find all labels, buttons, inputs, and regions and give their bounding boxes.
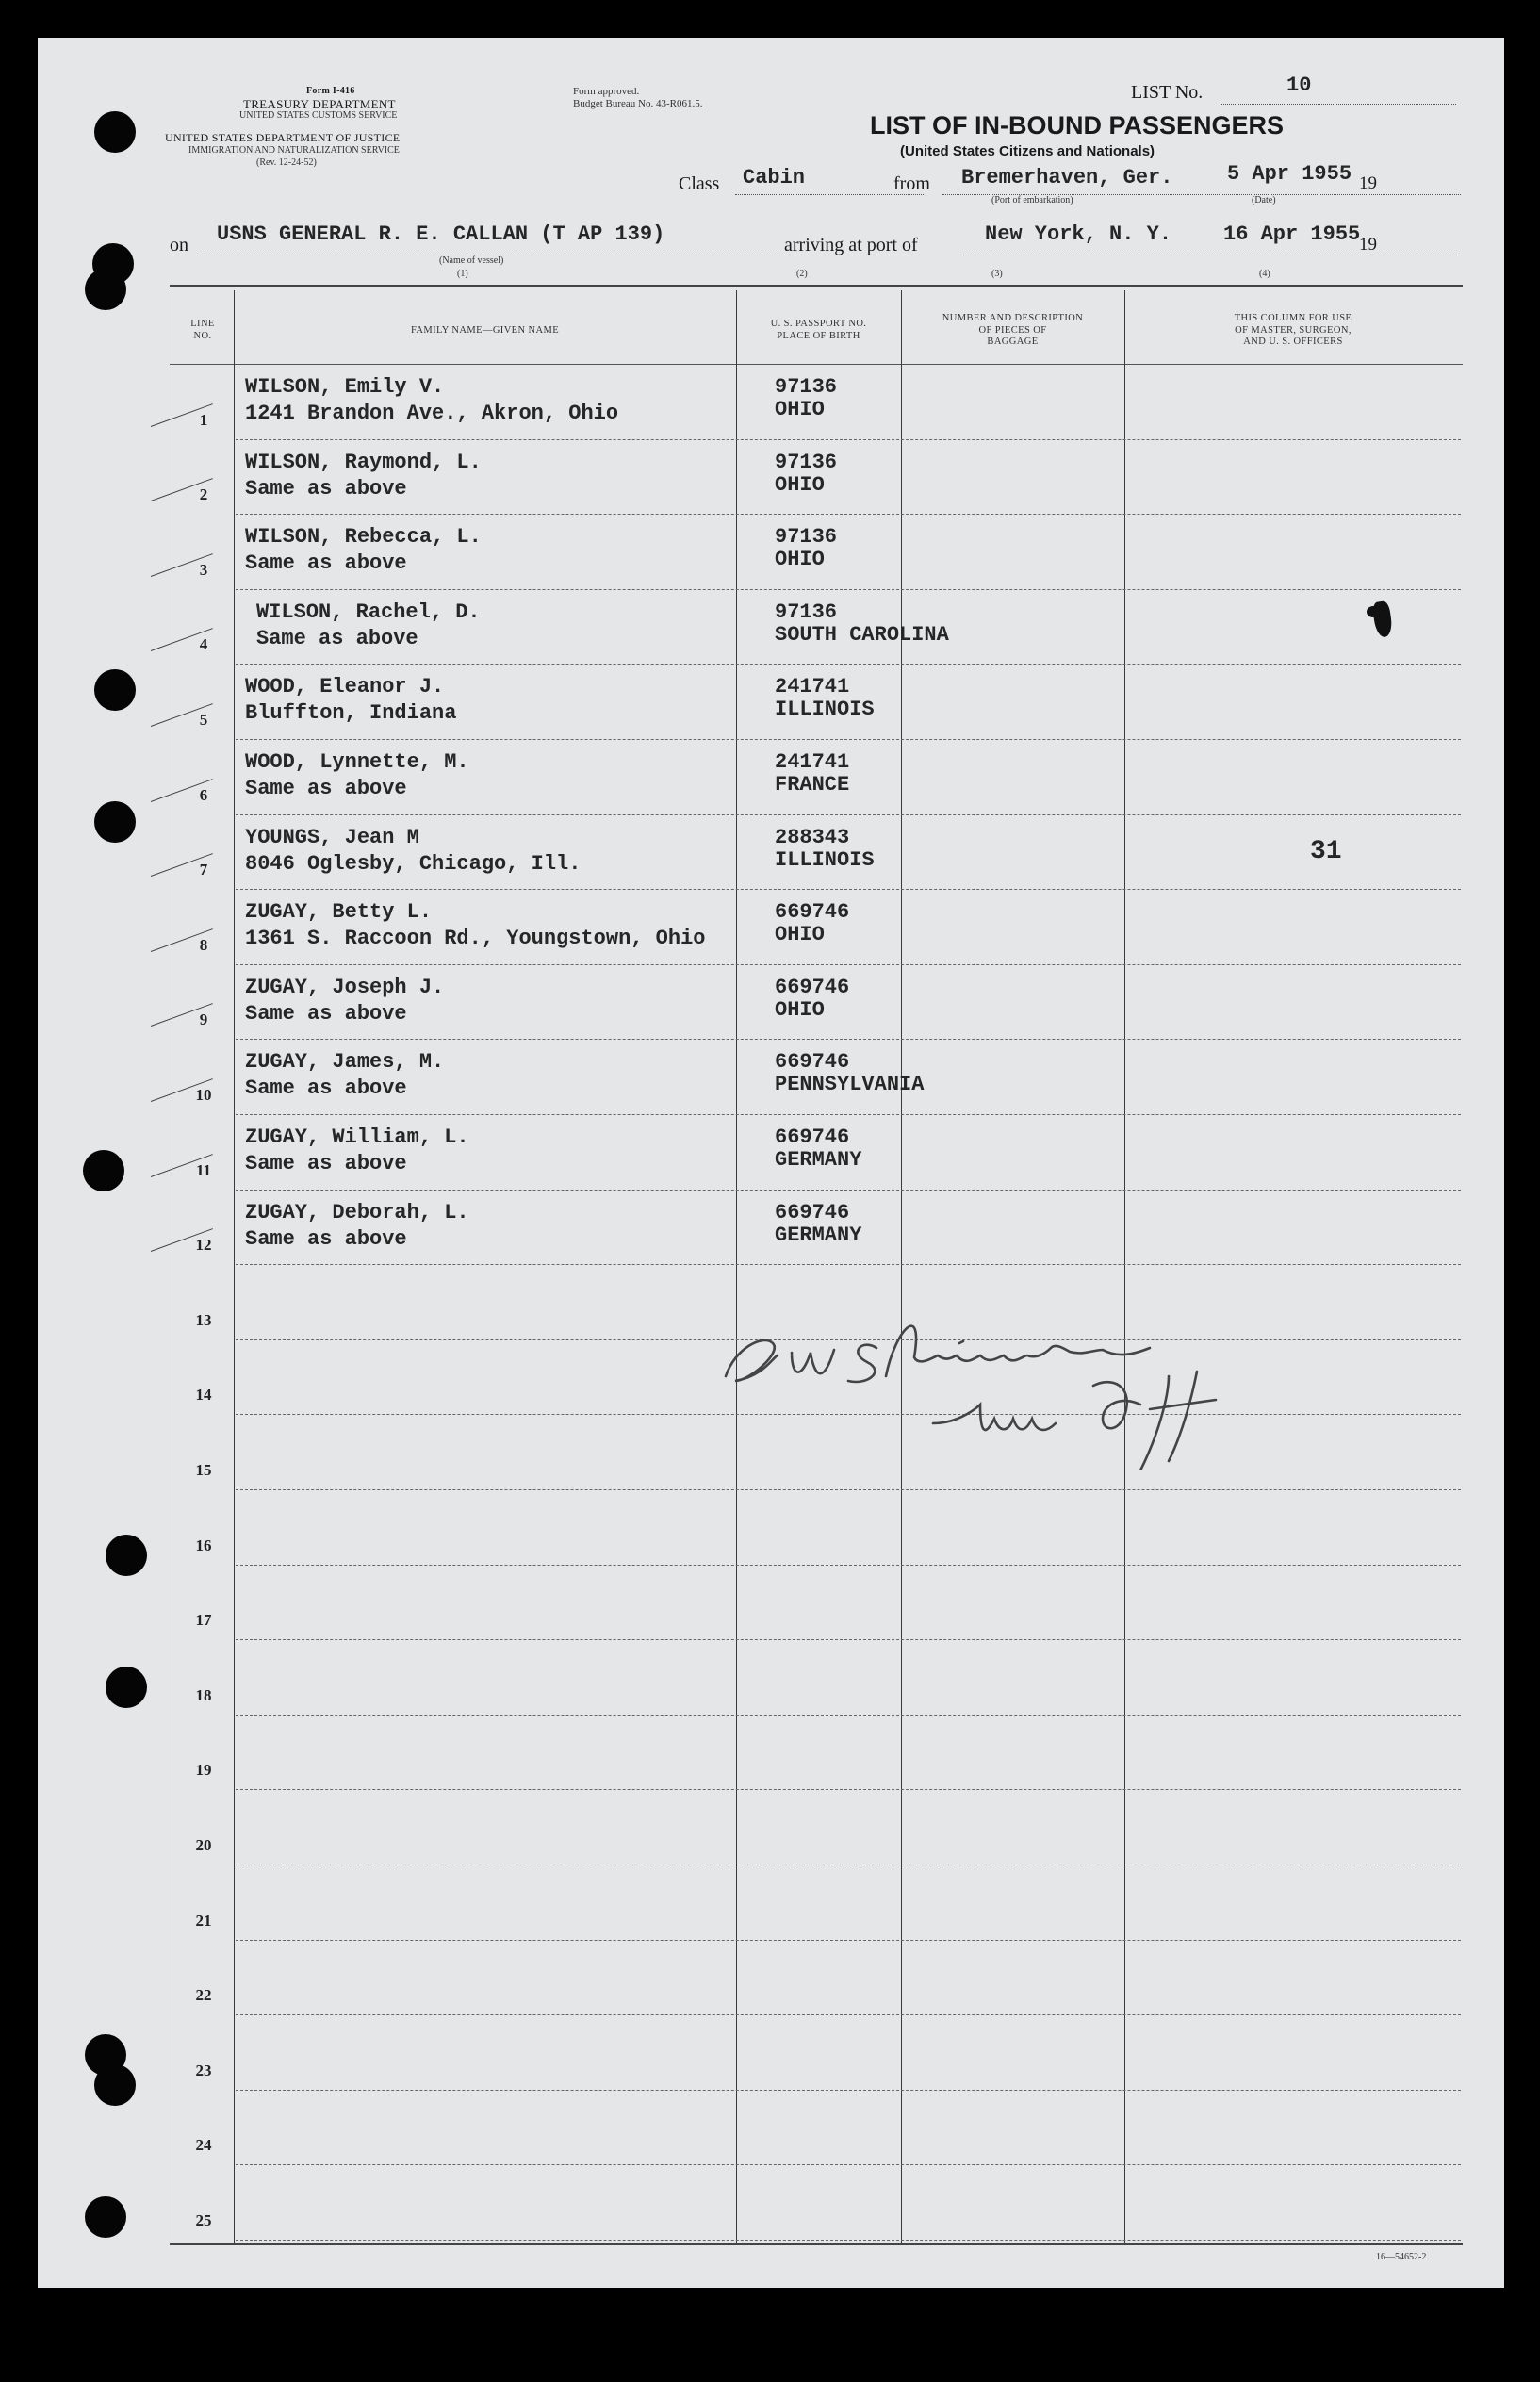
passenger-address: 1241 Brandon Ave., Akron, Ohio [245, 402, 619, 425]
table-bottom-border [170, 2243, 1463, 2245]
officer-signature [697, 1244, 1357, 1470]
arrival-date-suffix: 19 [1359, 235, 1377, 255]
manifest-sheet [38, 38, 1504, 2288]
form-approved: Form approved. [573, 86, 640, 97]
header-officers [1124, 313, 1462, 349]
header-officers-3: AND U. S. OFFICERS [1243, 337, 1343, 348]
row-separator [236, 1039, 1461, 1040]
passport-number: 241741 [775, 675, 850, 699]
caption-1: (1) [457, 269, 468, 279]
passenger-name: WOOD, Eleanor J. [245, 675, 445, 699]
line-number: 14 [195, 1386, 212, 1405]
passport-number: 97136 [775, 375, 838, 399]
place-of-birth: ILLINOIS [775, 847, 875, 872]
header-name: FAMILY NAME—GIVEN NAME [410, 325, 560, 336]
line-number: 9 [199, 1010, 208, 1029]
line-number: 8 [199, 935, 208, 954]
punch-hole [106, 1535, 147, 1576]
header-line-no-2: NO. [193, 330, 212, 341]
row-separator [236, 889, 1461, 890]
list-no-underline [1221, 104, 1456, 105]
embarkation-port: Bremerhaven, Ger. [961, 166, 1173, 189]
passenger-address: Same as above [245, 476, 407, 501]
row-separator [236, 1715, 1461, 1716]
row-separator [236, 2164, 1461, 2165]
punch-hole [83, 1150, 124, 1191]
arrival-date: 16 Apr 1955 [1223, 222, 1361, 246]
ink-blot-small [1367, 606, 1380, 617]
passport-number: 669746 [775, 1050, 850, 1075]
class-underline [735, 194, 924, 195]
line-number: 25 [195, 2211, 212, 2229]
row-separator [236, 814, 1461, 815]
header-baggage-2: OF PIECES OF [978, 324, 1047, 336]
row-separator [236, 1639, 1461, 1640]
line-number: 11 [195, 1160, 212, 1179]
passenger-name: WILSON, Raymond, L. [245, 450, 482, 474]
passport-number: 97136 [775, 450, 838, 474]
form-number: Form I-416 [306, 86, 355, 96]
row-separator [236, 2240, 1461, 2241]
line-number: 19 [195, 1761, 212, 1780]
passenger-name: ZUGAY, William, L. [245, 1125, 469, 1149]
header-officers-2: OF MASTER, SURGEON, [1235, 324, 1352, 336]
from-label: from [893, 173, 930, 194]
line-number: 5 [199, 711, 208, 729]
row-separator [236, 2014, 1461, 2015]
passport-number: 288343 [775, 825, 850, 849]
line-number: 6 [199, 785, 208, 804]
line-number: 15 [195, 1461, 212, 1479]
line-number: 17 [195, 1611, 212, 1630]
place-of-birth: PENNSYLVANIA [775, 1073, 925, 1097]
punch-hole [106, 1667, 147, 1708]
passport-number: 97136 [775, 525, 838, 550]
embarkation-caption: (Port of embarkation) [991, 195, 1073, 205]
form-revision: (Rev. 12-24-52) [256, 157, 317, 168]
passenger-name: YOUNGS, Jean M [245, 825, 419, 849]
caption-4: (4) [1259, 269, 1270, 279]
line-number: 7 [199, 861, 208, 879]
page-subtitle: (United States Citizens and Nationals) [900, 143, 1155, 159]
punch-hole [85, 269, 126, 310]
row-separator [236, 964, 1461, 965]
row-separator [236, 439, 1461, 440]
page-title: LIST OF IN-BOUND PASSENGERS [870, 111, 1285, 140]
header-passport [736, 319, 901, 342]
line-number: 3 [199, 560, 208, 579]
passenger-address: Same as above [245, 1076, 407, 1101]
departure-date: 5 Apr 1955 [1227, 162, 1352, 186]
row-separator [236, 1489, 1461, 1490]
row-separator [236, 1190, 1461, 1191]
passenger-address: Same as above [245, 551, 407, 576]
passenger-name: ZUGAY, Betty L. [245, 900, 433, 925]
place-of-birth: SOUTH CAROLINA [775, 622, 949, 647]
place-of-birth: OHIO [775, 548, 825, 572]
justice-dept: UNITED STATES DEPARTMENT OF JUSTICE [165, 131, 401, 144]
caption-2: (2) [796, 269, 808, 279]
line-number: 22 [195, 1986, 212, 2005]
line-number: 18 [195, 1685, 212, 1704]
passport-number: 669746 [775, 1125, 850, 1149]
place-of-birth: ILLINOIS [775, 698, 875, 722]
arriving-label: arriving at port of [784, 235, 918, 255]
header-line-no-1: LINE [190, 319, 215, 329]
list-no-value: 10 [1286, 74, 1312, 97]
passenger-address: 1361 S. Raccoon Rd., Youngstown, Ohio [245, 927, 706, 951]
departure-date-caption: (Date) [1252, 195, 1276, 205]
list-no-label: LIST No. [1131, 82, 1204, 103]
header-baggage [901, 313, 1124, 349]
line-number: 20 [195, 1836, 212, 1854]
passenger-name: WILSON, Emily V. [245, 375, 445, 399]
place-of-birth: OHIO [775, 997, 825, 1022]
line-number: 2 [199, 485, 208, 504]
passenger-name: WILSON, Rachel, D. [256, 600, 481, 624]
line-number: 10 [195, 1086, 212, 1104]
place-of-birth: GERMANY [775, 1148, 862, 1172]
departure-date-suffix: 19 [1359, 173, 1377, 193]
table-top-border [170, 285, 1463, 287]
passport-number: 97136 [775, 600, 838, 624]
passenger-address: Same as above [245, 1001, 407, 1026]
line-number: 13 [195, 1310, 212, 1329]
treasury-dept: TREASURY DEPARTMENT [243, 97, 396, 111]
place-of-birth: OHIO [775, 923, 825, 947]
passenger-address: Same as above [245, 777, 407, 800]
header-baggage-1: NUMBER AND DESCRIPTION [942, 313, 1084, 323]
row-separator [236, 739, 1461, 740]
row-separator [236, 1789, 1461, 1790]
caption-3: (3) [991, 269, 1003, 279]
row-separator [236, 589, 1461, 590]
place-of-birth: FRANCE [775, 773, 850, 797]
passport-number: 669746 [775, 900, 850, 925]
row-separator [236, 1565, 1461, 1566]
place-of-birth: OHIO [775, 398, 825, 421]
passenger-name: WOOD, Lynnette, M. [245, 750, 469, 774]
footer-code: 16—54652-2 [1376, 2252, 1427, 2262]
ins-service: IMMIGRATION AND NATURALIZATION SERVICE [188, 145, 400, 156]
line-number: 16 [195, 1536, 212, 1554]
passenger-address: Same as above [245, 1226, 407, 1251]
punch-hole [94, 801, 136, 843]
line-number: 12 [195, 1236, 212, 1255]
row-separator [236, 2090, 1461, 2091]
on-label: on [170, 235, 188, 255]
line-number: 4 [199, 635, 208, 654]
line-col-divider [234, 290, 235, 2243]
officer-mark: 31 [1310, 837, 1342, 866]
punch-hole [85, 2196, 126, 2238]
vessel-name: USNS GENERAL R. E. CALLAN (T AP 139) [217, 222, 665, 246]
customs-service: UNITED STATES CUSTOMS SERVICE [239, 110, 398, 121]
header-officers-1: THIS COLUMN FOR USE [1234, 313, 1352, 323]
row-separator [236, 1114, 1461, 1115]
passport-number: 241741 [775, 750, 850, 774]
passport-number: 669746 [775, 1200, 850, 1224]
passenger-name: WILSON, Rebecca, L. [245, 525, 482, 550]
class-value: Cabin [743, 166, 806, 189]
line-number: 1 [199, 410, 208, 429]
passenger-name: ZUGAY, James, M. [245, 1050, 445, 1075]
row-separator [236, 514, 1461, 515]
line-number: 21 [195, 1911, 212, 1930]
punch-hole [94, 2064, 136, 2106]
place-of-birth: OHIO [775, 472, 825, 497]
passenger-name: ZUGAY, Joseph J. [245, 975, 445, 999]
header-passport-1: U. S. PASSPORT NO. [770, 319, 867, 329]
header-bottom-border [170, 364, 1463, 365]
passenger-address: Bluffton, Indiana [245, 701, 457, 726]
header-line-no [172, 319, 234, 342]
line-number: 23 [195, 2061, 212, 2079]
place-of-birth: GERMANY [775, 1223, 862, 1247]
passenger-address: Same as above [245, 1152, 407, 1175]
row-separator [236, 1940, 1461, 1941]
punch-hole [94, 111, 136, 153]
passenger-name: ZUGAY, Deborah, L. [245, 1200, 469, 1224]
class-label: Class [679, 173, 720, 194]
passport-number: 669746 [775, 975, 850, 999]
passenger-address: 8046 Oglesby, Chicago, Ill. [245, 851, 582, 876]
header-passport-2: PLACE OF BIRTH [777, 330, 860, 341]
vessel-caption: (Name of vessel) [439, 255, 504, 266]
row-separator [236, 664, 1461, 665]
header-baggage-3: BAGGAGE [987, 337, 1039, 348]
arrival-port: New York, N. Y. [985, 222, 1172, 246]
passenger-address: Same as above [256, 626, 418, 650]
line-number: 24 [195, 2136, 212, 2155]
budget-bureau: Budget Bureau No. 43-R061.5. [573, 98, 703, 109]
punch-hole [94, 669, 136, 711]
